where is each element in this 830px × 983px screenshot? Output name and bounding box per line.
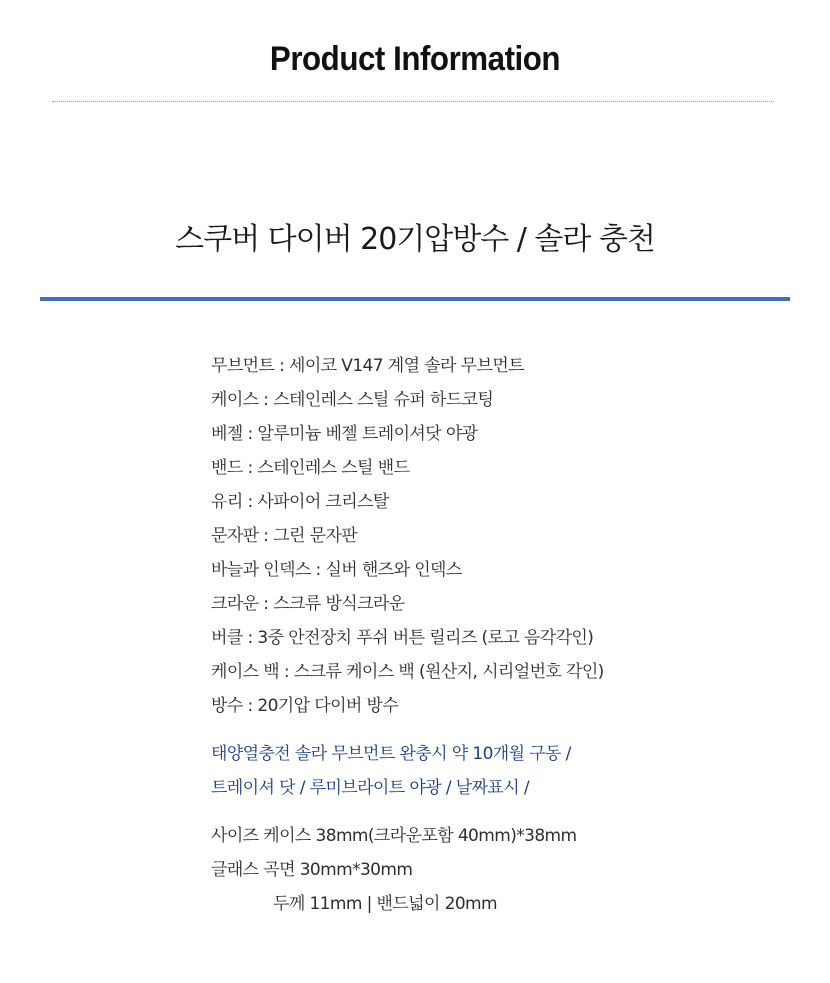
- dotted-divider: [52, 101, 774, 102]
- spec-hands-index: 바늘과 인덱스 : 실버 핸즈와 인덱스: [211, 560, 462, 580]
- product-title: 스쿠버 다이버 20기압방수 / 솔라 충천: [175, 222, 655, 257]
- size-glass: 글래스 곡면 30mm*30mm: [211, 860, 413, 880]
- size-thickness-band: 두께 11mm | 밴드넓이 20mm: [273, 894, 497, 914]
- page-title: Product Information: [269, 40, 561, 78]
- size-info: [211, 822, 811, 924]
- accent-divider: [40, 297, 790, 301]
- highlight-line: 트레이셔 닷 / 루미브라이트 야광 / 날짜표시 /: [211, 778, 529, 798]
- spec-band: 밴드 : 스테인레스 스틸 밴드: [211, 458, 410, 478]
- spec-glass: 유리 : 사파이어 크리스탈: [211, 492, 389, 512]
- spec-dial: 문자판 : 그린 문자판: [211, 526, 358, 546]
- spec-buckle: 버클 : 3중 안전장치 푸쉬 버튼 릴리즈 (로고 음각각인): [211, 628, 594, 648]
- spec-movement: 무브먼트 : 세이코 V147 계열 솔라 무브먼트: [211, 356, 524, 376]
- spec-bezel: 베젤 : 알루미늄 베젤 트레이셔닷 야광: [211, 424, 478, 444]
- spec-crown: 크라운 : 스크류 방식크라운: [211, 594, 405, 614]
- highlight-line: 태양열충전 솔라 무브먼트 완충시 약 10개월 구동 /: [211, 744, 571, 764]
- spec-case: 케이스 : 스테인레스 스틸 슈퍼 하드코팅: [211, 390, 494, 410]
- spec-water-resistance: 방수 : 20기압 다이버 방수: [211, 696, 399, 716]
- spec-list: [211, 352, 811, 726]
- feature-highlights: [211, 740, 811, 808]
- spec-case-back: 케이스 백 : 스크류 케이스 백 (원산지, 시리얼번호 각인): [211, 662, 604, 682]
- size-case: 사이즈 케이스 38mm(크라운포함 40mm)*38mm: [211, 826, 577, 846]
